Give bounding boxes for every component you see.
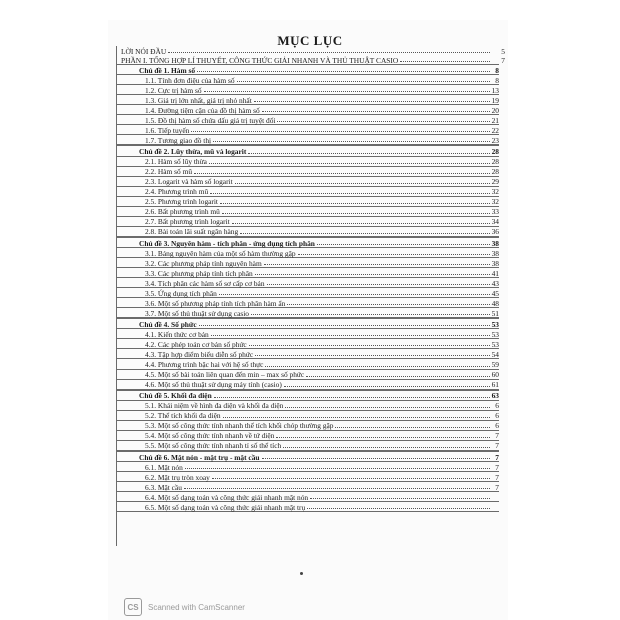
toc-entry-label: 5.5. Một số công thức tính nhanh tỉ số thể tích (145, 441, 282, 451)
toc-dot-leader (255, 274, 490, 275)
toc-entry (117, 125, 499, 135)
toc-page-number: 6 (495, 421, 499, 431)
toc-dot-leader (222, 213, 490, 214)
toc-chapter (117, 145, 499, 156)
toc-page-number: 34 (491, 217, 499, 227)
toc-page-number: 32 (491, 197, 499, 207)
toc-entry-label: Chủ đề 3. Nguyên hàm - tích phân - ứng dụng tích phân (139, 238, 315, 248)
toc-part (117, 55, 505, 65)
toc-page-number: 54 (491, 350, 499, 360)
toc-entry-label: 1.1. Tính đơn điệu của hàm số (145, 75, 235, 85)
toc-page-number: 33 (491, 207, 499, 217)
toc-dot-leader (204, 91, 490, 92)
camscanner-logo-icon: CS (124, 598, 142, 616)
toc-page-number: 6 (495, 401, 499, 411)
toc-entry-label: 2.1. Hàm số lũy thừa (145, 157, 207, 167)
toc-dot-leader (276, 437, 490, 438)
toc-entry-label: 5.4. Một số công thức tính nhanh về tứ diện (145, 431, 275, 441)
toc-dot-leader (212, 478, 490, 479)
toc-dot-leader (191, 131, 490, 132)
toc-page-number: 59 (491, 360, 499, 370)
toc-dot-leader (235, 183, 490, 184)
toc-dot-leader (211, 335, 490, 336)
toc-dot-leader (184, 488, 490, 489)
toc-page-number: 36 (491, 227, 499, 237)
toc-entry (117, 197, 499, 207)
toc-entry (117, 217, 499, 227)
toc-entry (117, 502, 499, 512)
toc-page-number: 29 (491, 177, 499, 187)
toc-entry-label: 2.6. Bất phương trình mũ (145, 207, 220, 217)
toc-dot-leader (267, 284, 490, 285)
toc-entry (117, 95, 499, 105)
toc-page-number: 53 (491, 329, 499, 339)
toc-entry (117, 421, 499, 431)
toc-page-number: 61 (491, 380, 499, 390)
toc-page-number: 7 (495, 472, 499, 482)
toc-entry (117, 411, 499, 421)
toc-page-number: 51 (491, 308, 499, 318)
toc-entry-label: 5.1. Khái niệm về hình đa diện và khối đa diện (145, 401, 284, 411)
toc-entry-label: Chủ đề 2. Lũy thừa, mũ và logarit (139, 147, 247, 157)
toc-entry-label: 2.4. Phương trình mũ (145, 187, 209, 197)
toc-dot-leader (277, 121, 490, 122)
toc-entry-label: 3.7. Một số thủ thuật sử dụng casio (145, 308, 249, 318)
toc-entry-label: 1.3. Giá trị lớn nhất, giá trị nhỏ nhất (145, 95, 252, 105)
toc-entry-label: 3.6. Một số phương pháp tính tích phân hàm ẩn (145, 298, 286, 308)
toc-page-number: 28 (491, 167, 499, 177)
toc-dot-leader (213, 141, 490, 142)
toc-chapter (117, 318, 499, 329)
toc-page-number: 7 (495, 452, 499, 462)
toc-entry-label: 4.1. Kiến thức cơ bản (145, 329, 209, 339)
toc-page-number: 32 (491, 187, 499, 197)
toc-dot-leader (400, 61, 490, 62)
toc-entry-label: Chủ đề 5. Khối đa diện (139, 391, 212, 401)
toc-dot-leader (240, 233, 490, 234)
toc-dot-leader (185, 468, 490, 469)
toc-dot-leader (287, 304, 490, 305)
toc-page-number: 21 (491, 115, 499, 125)
toc-entry-label: 4.2. Các phép toán cơ bản số phức (145, 340, 247, 349)
toc-page-number: 53 (491, 319, 499, 329)
toc-page-number: 7 (495, 441, 499, 451)
toc-entry (117, 431, 499, 441)
toc-dot-leader (249, 345, 490, 346)
toc-entry (117, 462, 499, 472)
toc-entry (117, 177, 499, 187)
toc-dot-leader (262, 458, 490, 459)
toc-dot-leader (262, 111, 490, 112)
toc-entry (117, 482, 499, 492)
scan-speck (300, 572, 303, 575)
toc-entry-label: 1.6. Tiếp tuyến (145, 126, 190, 136)
toc-dot-leader (265, 366, 490, 367)
toc-entry-label: 4.3. Tập hợp điểm biểu diễn số phức (145, 350, 254, 360)
toc-dot-leader (255, 355, 490, 356)
toc-entry-label: Chủ đề 6. Mặt nón - mặt trụ - mặt cầu (139, 452, 260, 462)
toc-dot-leader (223, 417, 490, 418)
toc-dot-leader (168, 52, 490, 53)
toc-entry-label: 2.8. Bài toán lãi suất ngân hàng (145, 227, 239, 237)
toc-entry-label: 5.3. Một số công thức tính nhanh thể tích khối chóp thường gặp (145, 421, 334, 431)
toc-entry (117, 359, 499, 369)
toc-dot-leader (307, 508, 490, 509)
toc-dot-leader (298, 254, 490, 255)
toc-chapter (117, 64, 499, 75)
toc-entry (117, 370, 499, 380)
toc-entry (117, 75, 499, 85)
page-title: MỤC LỤC (277, 33, 343, 48)
toc-dot-leader (284, 386, 490, 387)
watermark-text: Scanned with CamScanner (148, 602, 245, 612)
toc-entry-label: 3.1. Bảng nguyên hàm của một số hàm thường gặp (145, 248, 296, 258)
toc-dot-leader (237, 81, 490, 82)
toc-dot-leader (194, 173, 490, 174)
toc-page-number: 28 (491, 157, 499, 167)
toc-entry (117, 492, 499, 502)
toc-entry-label: PHẦN I. TỔNG HỢP LÍ THUYẾT, CÔNG THỨC GIẢI NHANH VÀ THỦ THUẬT CASIO (121, 55, 399, 65)
toc-page-number: 22 (491, 126, 499, 136)
toc-dot-leader (220, 203, 490, 204)
toc-entry-label: LỜI NÓI ĐẦU (121, 46, 167, 56)
toc-entry (117, 187, 499, 197)
toc-page-number: 38 (491, 248, 499, 258)
toc-entry (117, 308, 499, 318)
toc-page-number: 28 (491, 147, 499, 157)
toc-page-number: 23 (491, 136, 499, 146)
toc-entry (117, 472, 499, 482)
toc-entry (117, 157, 499, 167)
toc-entry-label: 4.4. Phương trình bậc hai với hệ số thực (145, 360, 264, 370)
toc-dot-leader (209, 163, 490, 164)
toc-entry-label: 2.7. Bất phương trình logarit (145, 217, 230, 227)
toc-page-number: 38 (491, 238, 499, 248)
toc-page-number: 48 (491, 298, 499, 308)
toc-entry-label: 1.5. Đồ thị hàm số chứa dấu giá trị tuyệt đối (145, 115, 276, 125)
toc-page-number: 7 (495, 482, 499, 492)
toc-entry (117, 441, 499, 451)
toc-entry (117, 349, 499, 359)
toc-dot-leader (310, 498, 490, 499)
toc-page-number: 53 (491, 340, 499, 349)
toc-entry (117, 115, 499, 125)
toc-entry-label: 6.5. Một số dạng toán và công thức giải nhanh mặt trụ (145, 502, 306, 512)
toc-chapter (117, 390, 499, 401)
toc-entry (117, 278, 499, 288)
toc-page-number: 43 (491, 278, 499, 288)
toc-dot-leader (306, 376, 490, 377)
toc-dot-leader (219, 294, 490, 295)
toc-entry-label: 1.4. Đường tiệm cận của đồ thị hàm số (145, 105, 260, 115)
toc-entry-label: 6.3. Mặt cầu (145, 482, 182, 492)
toc-dot-leader (283, 447, 490, 448)
toc-entry (117, 401, 499, 411)
toc-entry-label: 1.2. Cực trị hàm số (145, 85, 202, 95)
toc-page-number: 63 (491, 391, 499, 401)
toc-entry (117, 298, 499, 308)
toc-dot-leader (317, 244, 490, 245)
toc-page-number: 7 (495, 462, 499, 472)
toc-page-number: 5 (501, 46, 505, 56)
toc-entry-label: 3.5. Ứng dụng tích phân (145, 288, 217, 298)
toc-entry (117, 339, 499, 349)
camscanner-watermark (124, 598, 245, 616)
toc-entry-label: 2.5. Phương trình logarit (145, 197, 218, 207)
toc-dot-leader (285, 407, 490, 408)
toc-entry (117, 288, 499, 298)
toc-page-number: 8 (495, 75, 499, 85)
toc-entry (117, 135, 499, 145)
toc-dot-leader (335, 427, 490, 428)
toc-entry-label: 2.3. Logarit và hàm số logarit (145, 177, 233, 187)
toc-entry-label: 5.2. Thể tích khối đa diện (145, 411, 221, 421)
toc-page-number: 7 (501, 55, 505, 65)
toc-page-number: 38 (491, 258, 499, 268)
toc-entry (117, 85, 499, 95)
toc-chapter (117, 451, 499, 462)
toc-dot-leader (199, 325, 490, 326)
toc-dot-leader (210, 193, 490, 194)
toc-entry (117, 227, 499, 237)
toc-page-number: 41 (491, 268, 499, 278)
toc-entry (117, 248, 499, 258)
toc-entry-label: 2.2. Hàm số mũ (145, 167, 193, 177)
toc-dot-leader (248, 153, 490, 154)
toc-chapter (117, 237, 499, 248)
toc-entry-label: Chủ đề 1. Hàm số (139, 65, 196, 75)
toc-entry (117, 105, 499, 115)
toc-page-number: 45 (491, 288, 499, 298)
toc-page-number: 6 (495, 411, 499, 421)
toc-entry-label: Chủ đề 4. Số phức (139, 319, 197, 329)
toc-entry-label: 6.1. Mặt nón (145, 462, 183, 472)
toc-dot-leader (264, 264, 490, 265)
toc-page-number: 19 (491, 95, 499, 105)
toc-entry-label: 3.2. Các phương pháp tính nguyên hàm (145, 258, 262, 268)
toc-entry-label: 6.2. Mặt trụ tròn xoay (145, 472, 210, 482)
toc-dot-leader (214, 397, 490, 398)
toc-dot-leader (254, 101, 490, 102)
toc-part (117, 46, 505, 56)
toc-entry-label: 3.3. Các phương pháp tính tích phân (145, 268, 253, 278)
toc-entry (117, 258, 499, 268)
toc-page-number: 13 (491, 85, 499, 95)
toc-entry-label: 3.4. Tích phân các hàm số sơ cấp cơ bản (145, 278, 265, 288)
toc-entry-label: 4.6. Một số thủ thuật sử dụng máy tính (casio) (145, 380, 282, 390)
toc-entry (117, 268, 499, 278)
toc-page-number: 60 (491, 370, 499, 380)
toc-entry (117, 380, 499, 390)
toc-page-number: 8 (495, 65, 499, 75)
toc-entry (117, 207, 499, 217)
toc-dot-leader (197, 71, 490, 72)
table-of-contents (116, 46, 505, 546)
toc-dot-leader (232, 223, 490, 224)
toc-entry (117, 329, 499, 339)
toc-page-number: 20 (491, 105, 499, 115)
toc-entry-label: 1.7. Tương giao đồ thị (145, 136, 212, 146)
toc-entry-label: 6.4. Một số dạng toán và công thức giải nhanh mặt nón (145, 492, 309, 502)
toc-dot-leader (251, 314, 490, 315)
toc-page-number: 7 (495, 431, 499, 441)
toc-entry-label: 4.5. Một số bài toán liên quan đến min – max số phức (145, 370, 305, 380)
toc-entry (117, 167, 499, 177)
